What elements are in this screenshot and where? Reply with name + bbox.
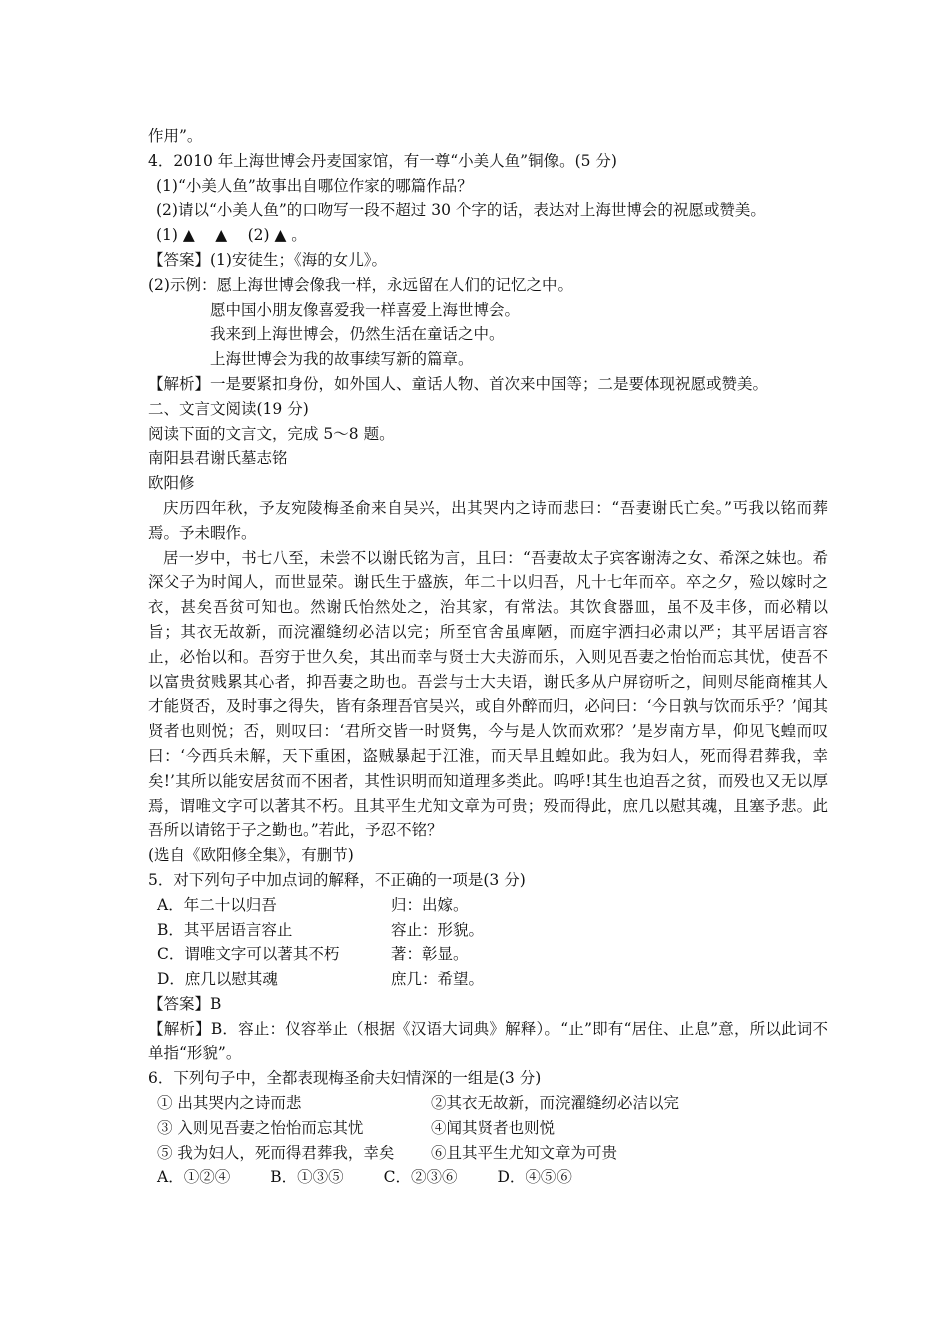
example-line: 上海世博会为我的故事续写新的篇章。 bbox=[210, 350, 474, 369]
option-row bbox=[148, 942, 828, 967]
passage-paragraph-1: 庆历四年秋，予友宛陵梅圣俞来自吴兴，出其哭内之诗而悲曰：“吾妻谢氏亡矣。”丐我以铭而葬焉。予未暇作。 bbox=[148, 498, 828, 542]
question-4: 4．2010 年上海世博会丹麦国家馆，有一尊“小美人鱼”铜像。(5 分) bbox=[148, 151, 617, 170]
option-text: D．庶几以慰其魂 bbox=[157, 970, 278, 989]
choice-item: ⑥且其平生尤知文章为可贵 bbox=[431, 1143, 618, 1162]
question-5: 5．对下列句子中加点词的解释，不正确的一项是(3 分) bbox=[148, 870, 526, 889]
choice-item: ④闻其贤者也则悦 bbox=[431, 1118, 556, 1137]
answer: 【答案】B bbox=[148, 994, 222, 1013]
text-line: 作用”。 bbox=[148, 127, 203, 145]
choice-item: ① 出其哭内之诗而悲 bbox=[157, 1094, 302, 1113]
example-line: 我来到上海世博会，仍然生活在童话之中。 bbox=[210, 325, 505, 344]
section-heading: 二、文言文阅读(19 分) bbox=[148, 399, 309, 418]
option-row bbox=[148, 918, 828, 943]
passage-title: 南阳县君谢氏墓志铭 bbox=[148, 449, 288, 468]
option-row bbox=[148, 967, 828, 992]
passage-author: 欧阳修 bbox=[148, 474, 195, 493]
question-4-part-2: (2)请以“小美人鱼”的口吻写一段不超过 30 个字的话，表达对上海世博会的祝愿或赞美。 bbox=[156, 201, 766, 220]
answer-option-a: A．①②④ bbox=[157, 1168, 231, 1187]
option-gloss: 庶几：希望。 bbox=[391, 970, 485, 989]
option-row bbox=[148, 893, 828, 918]
choice-row bbox=[148, 1091, 828, 1116]
choice-item: ③ 入则见吾妻之怡怡而忘其忧 bbox=[157, 1118, 364, 1137]
question-6: 6．下列句子中，全都表现梅圣俞夫妇情深的一组是(3 分) bbox=[148, 1069, 542, 1088]
explanation: 【解析】一是要紧扣身份，如外国人、童话人物、首次来中国等；二是要体现祝愿或赞美。 bbox=[148, 374, 769, 393]
answer-blanks: (1) ▲ ▲ (2) ▲ 。 bbox=[156, 226, 307, 245]
option-text: C．谓唯文字可以著其不朽 bbox=[157, 945, 340, 964]
option-text: B．其平居语言容止 bbox=[157, 920, 293, 939]
instruction: 阅读下面的文言文，完成 5～8 题。 bbox=[148, 424, 395, 443]
document-body bbox=[148, 124, 828, 1190]
passage-source: (选自《欧阳修全集》，有删节) bbox=[148, 846, 354, 865]
answer-option-d: D．④⑤⑥ bbox=[497, 1168, 572, 1187]
option-text: A．年二十以归吾 bbox=[157, 895, 277, 914]
option-gloss: 容止：形貌。 bbox=[391, 920, 485, 939]
question-4-part-1: (1)“小美人鱼”故事出自哪位作家的哪篇作品？ bbox=[156, 176, 473, 195]
passage-paragraph-2: 居一岁中，书七八至，未尝不以谢氏铭为言，且曰：“吾妻故太子宾客谢涛之女、希深之妹也。希深父子为时闻人，而世显荣。谢氏生于盛族，年二十以归吾，凡十七年而卒。卒之夕，殓以嫁时之衣，甚矣吾贫可知也。然谢氏怡然处之，治其家，有常法。其饮食器皿，虽不及丰侈，而必精以旨；其衣无故新，而浣濯缝纫必洁以完；所至官舍虽庳陋，而庭宇洒扫必肃以严；其平居语言容止，必怡以和。吾穷于世久矣，其出而幸与贤士大夫游而乐，入则见吾妻之怡怡而忘其忧，使吾不以富贵贫贱累其心者，抑吾妻之助也。吾尝与士大夫语，谢氏多从户屏窃听之，间则尽能商榷其人才能贤否，及时事之得失，皆有条理吾官吴兴，或自外醉而归，必问曰：‘今日孰与饮而乐乎？’闻其贤者也则悦；否，则叹曰：‘君所交皆一时贤隽，今与是人饮而欢邪？’是岁南方旱，仰见飞蝗而叹曰：‘今西兵未解，天下重困，盗贼暴起于江淮，而天旱且蝗如此。我为妇人，死而得君葬我，幸矣!’其所以能安居贫而不困者，其性识明而知道理多类此。呜呼!其生也迫吾之贫，而殁也又无以厚焉，谓唯文字可以著其不朽。且其平生尤知文章为可贵；殁而得此，庶几以慰其魂，且塞予悲。此吾所以请铭于子之勤也。”若此，予忍不铭？ bbox=[148, 548, 828, 840]
answer-option-b: B．①③⑤ bbox=[270, 1168, 344, 1187]
choice-item: ②其衣无故新，而浣濯缝纫必洁以完 bbox=[431, 1094, 680, 1113]
choice-item: ⑤ 我为妇人，死而得君葬我，幸矣 bbox=[157, 1143, 395, 1162]
choice-row bbox=[148, 1116, 828, 1141]
option-gloss: 著：彰显。 bbox=[391, 945, 469, 964]
explanation: 【解析】B．容止：仪容举止（根据《汉语大词典》解释）。“止”即有“居住、止息”意，所以此词不单指“形貌”。 bbox=[148, 1019, 828, 1063]
choice-row bbox=[148, 1141, 828, 1166]
answer-options bbox=[148, 1165, 828, 1190]
answer-option-c: C．②③⑥ bbox=[383, 1168, 458, 1187]
option-gloss: 归：出嫁。 bbox=[391, 895, 469, 914]
answer: 【答案】(1)安徒生；《海的女儿》。 bbox=[148, 250, 387, 269]
example-line: 愿中国小朋友像喜爱我一样喜爱上海世博会。 bbox=[210, 300, 521, 319]
example-line: (2)示例：愿上海世博会像我一样，永远留在人们的记忆之中。 bbox=[148, 275, 573, 294]
